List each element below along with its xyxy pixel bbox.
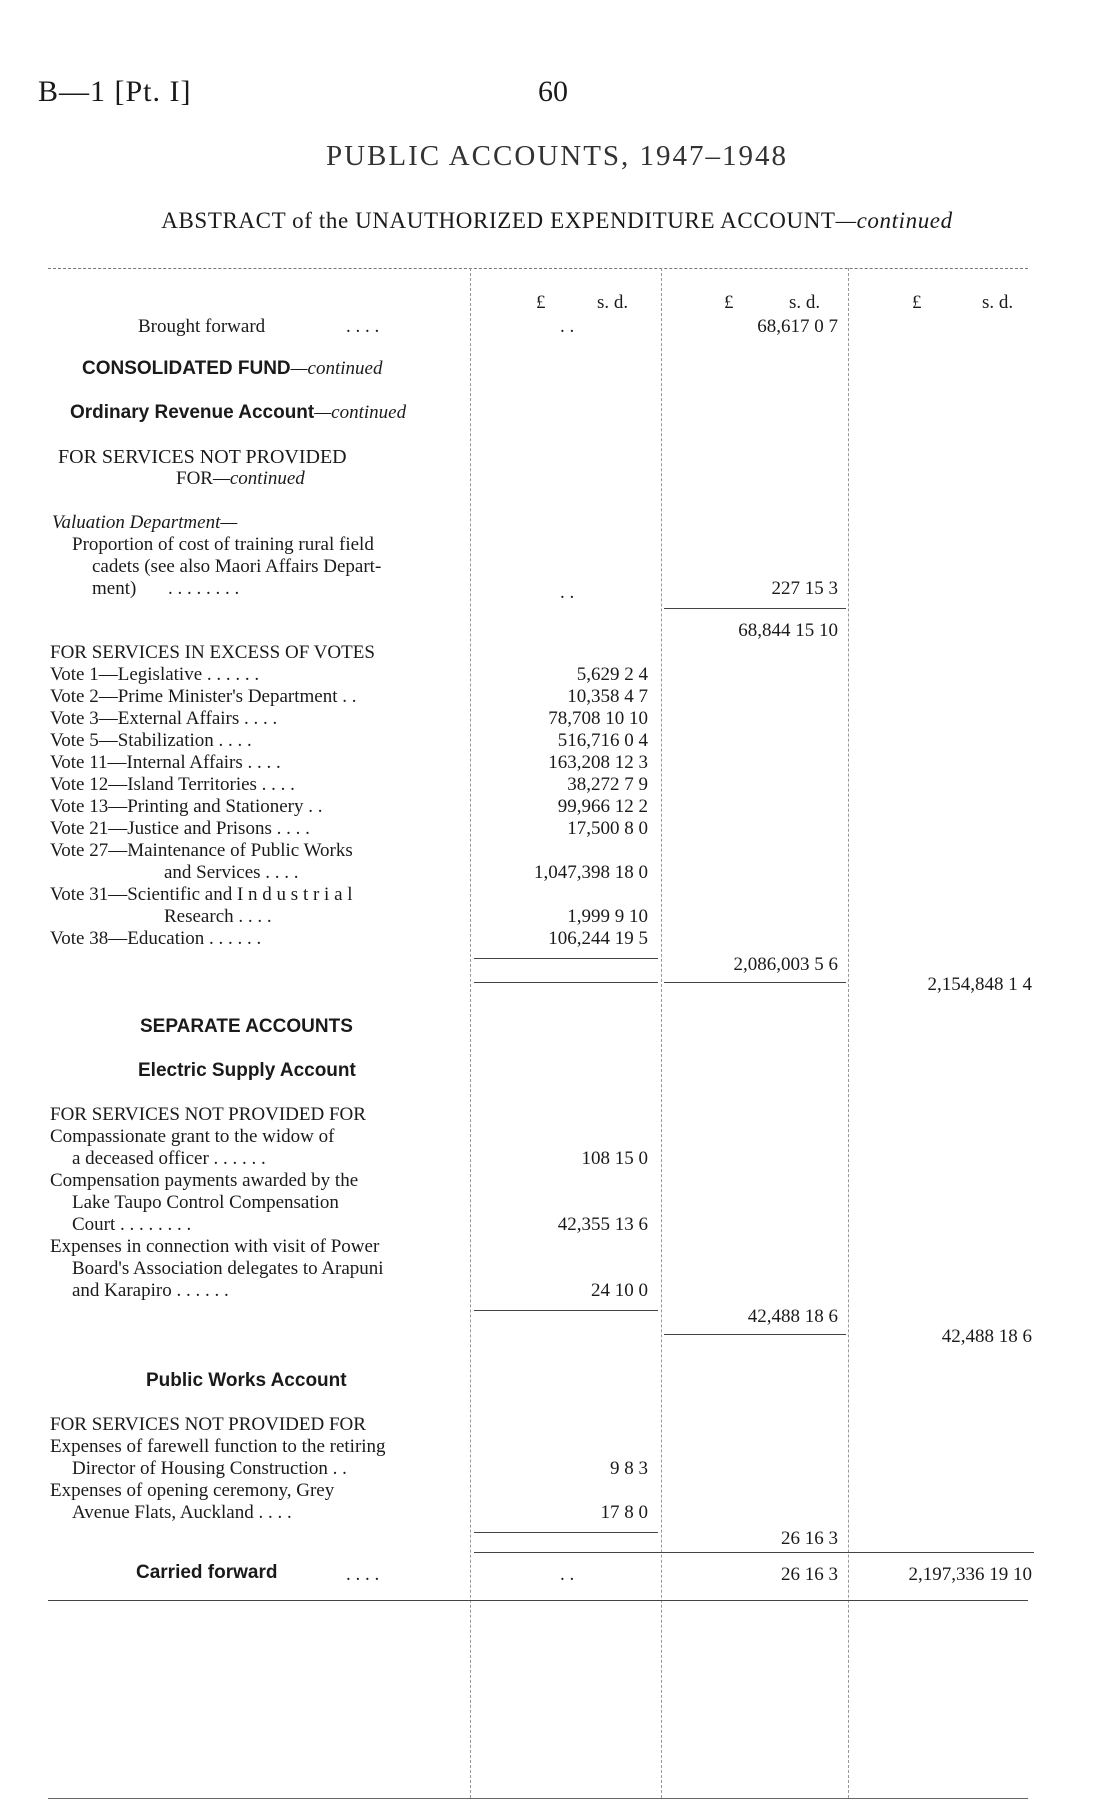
vote-3-amount: 78,708 10 10 (548, 708, 648, 729)
public-works-item2-line2: Avenue Flats, Auckland . . . . (72, 1502, 292, 1523)
col2-pound-heading: £ (724, 292, 734, 313)
vote-5-amount: 516,716 0 4 (557, 730, 648, 751)
subtitle-suffix: —continued (835, 208, 953, 233)
electric-item3-line2: Board's Association delegates to Arapuni (72, 1258, 384, 1279)
valuation-department-heading: Valuation Department— (52, 512, 238, 533)
electric-item1-line1: Compassionate grant to the widow of (50, 1126, 335, 1147)
column-divider-1 (470, 268, 471, 1798)
not-provided-suffix: —continued (212, 468, 305, 489)
vote-5-label: Vote 5—Stabilization . . . . (50, 730, 252, 751)
vote-31-line1: Vote 31—Scientific and I n d u s t r i a l (50, 884, 353, 905)
vote-13-amount: 99,966 12 2 (557, 796, 648, 817)
public-works-not-provided-heading: FOR SERVICES NOT PROVIDED FOR (50, 1414, 366, 1435)
public-works-item2-line1: Expenses of opening ceremony, Grey (50, 1480, 335, 1501)
not-provided-line1: FOR SERVICES NOT PROVIDED (58, 446, 347, 468)
valuation-dots: . . . . . . . . (168, 578, 240, 599)
electric-item2-line2: Lake Taupo Control Compensation (72, 1192, 339, 1213)
valuation-col2: 227 15 3 (771, 578, 838, 599)
subtitle-main: ABSTRACT of the UNAUTHORIZED EXPENDITURE ACCOUNT (161, 208, 836, 233)
electric-col2-rule (664, 1334, 846, 1335)
electric-item2-amount: 42,355 13 6 (557, 1214, 648, 1235)
electric-col1-rule (474, 1310, 658, 1311)
valuation-col1: . . (560, 582, 575, 603)
brought-forward-label: Brought forward (138, 316, 266, 337)
vote-2-label: Vote 2—Prime Minister's Department . . (50, 686, 357, 707)
electric-not-provided-heading: FOR SERVICES NOT PROVIDED FOR (50, 1104, 366, 1125)
carried-forward-dots: . . . . (346, 1564, 380, 1585)
valuation-line3: ment) (92, 578, 137, 599)
excess-col1-rule (474, 958, 658, 959)
consolidated-fund-title: CONSOLIDATED FUND (82, 358, 291, 379)
electric-supply-heading: Electric Supply Account (138, 1060, 356, 1081)
public-works-item2-amount: 17 8 0 (600, 1502, 648, 1523)
brought-forward-dots: . . . . (346, 316, 380, 337)
col2-sd-heading: s. d. (789, 292, 821, 313)
excess-col2-rule (664, 982, 846, 983)
vote-38-amount: 106,244 19 5 (548, 928, 648, 949)
col3-sd-heading: s. d. (982, 292, 1014, 313)
consolidated-fund-suffix: —continued (290, 358, 383, 379)
vote-12-amount: 38,272 7 9 (567, 774, 648, 795)
public-works-col1-rule (474, 1532, 658, 1533)
public-works-item1-line2: Director of Housing Construction . . (72, 1458, 347, 1479)
vote-1-label: Vote 1—Legislative . . . . . . (50, 664, 260, 685)
electric-item2-line1: Compensation payments awarded by the (50, 1170, 359, 1191)
vote-27-line1: Vote 27—Maintenance of Public Works (50, 840, 353, 861)
carried-forward-rule (474, 1552, 1034, 1553)
subtotal-rule-1 (664, 608, 846, 609)
vote-13-label: Vote 13—Printing and Stationery . . (50, 796, 323, 817)
electric-item3-amount: 24 10 0 (591, 1280, 648, 1301)
excess-left-rule (474, 982, 658, 983)
vote-11-label: Vote 11—Internal Affairs . . . . (50, 752, 281, 773)
column-divider-2 (661, 268, 662, 1798)
page-subtitle (0, 208, 1114, 234)
not-provided-for: FOR (176, 468, 213, 489)
public-works-subtotal: 26 16 3 (781, 1528, 838, 1549)
vote-27-line2: and Services . . . . (164, 862, 299, 883)
public-works-item1-amount: 9 8 3 (610, 1458, 648, 1479)
vote-2-amount: 10,358 4 7 (567, 686, 648, 707)
ordinary-revenue-title: Ordinary Revenue Account (70, 402, 315, 423)
vote-38-label: Vote 38—Education . . . . . . (50, 928, 262, 949)
excess-votes-heading: FOR SERVICES IN EXCESS OF VOTES (50, 642, 375, 663)
carried-forward-col2: 26 16 3 (781, 1564, 838, 1585)
not-provided-line2 (176, 468, 305, 490)
carried-forward-label: Carried forward (136, 1562, 278, 1583)
subtotal-1: 68,844 15 10 (738, 620, 838, 641)
public-works-heading: Public Works Account (146, 1370, 347, 1391)
document-reference: B—1 [Pt. I] (38, 75, 192, 108)
page-title: PUBLIC ACCOUNTS, 1947–1948 (325, 140, 789, 172)
valuation-line2: cadets (see also Maori Affairs Depart- (92, 556, 382, 577)
vote-31-line2: Research . . . . (164, 906, 272, 927)
carried-forward-col3: 2,197,336 19 10 (908, 1564, 1032, 1585)
col1-sd-heading: s. d. (597, 292, 629, 313)
electric-item3-line1: Expenses in connection with visit of Power (50, 1236, 380, 1257)
consolidated-fund-heading (82, 358, 382, 380)
valuation-line1: Proportion of cost of training rural field (72, 534, 374, 555)
electric-item1-amount: 108 15 0 (581, 1148, 648, 1169)
electric-item2-line3: Court . . . . . . . . (72, 1214, 192, 1235)
carried-forward-bottom-rule (48, 1600, 1028, 1601)
table-top-rule (48, 268, 1028, 269)
vote-21-amount: 17,500 8 0 (567, 818, 648, 839)
vote-11-amount: 163,208 12 3 (548, 752, 648, 773)
vote-3-label: Vote 3—External Affairs . . . . (50, 708, 278, 729)
vote-27-amount: 1,047,398 18 0 (534, 862, 648, 883)
vote-31-amount: 1,999 9 10 (567, 906, 648, 927)
page-number: 60 (538, 75, 568, 108)
electric-total: 42,488 18 6 (941, 1326, 1032, 1347)
brought-forward-col2: 68,617 0 7 (757, 316, 838, 337)
col3-pound-heading: £ (912, 292, 922, 313)
electric-item1-line2: a deceased officer . . . . . . (72, 1148, 266, 1169)
vote-1-amount: 5,629 2 4 (576, 664, 648, 685)
column-divider-3 (848, 268, 849, 1798)
ordinary-revenue-suffix: —continued (314, 402, 407, 423)
vote-21-label: Vote 21—Justice and Prisons . . . . (50, 818, 310, 839)
brought-forward-col1: . . (560, 316, 575, 337)
electric-item3-line3: and Karapiro . . . . . . (72, 1280, 229, 1301)
public-works-item1-line1: Expenses of farewell function to the retiring (50, 1436, 386, 1457)
col1-pound-heading: £ (536, 292, 546, 313)
separate-accounts-heading: SEPARATE ACCOUNTS (140, 1016, 353, 1037)
excess-total: 2,154,848 1 4 (927, 974, 1032, 995)
ordinary-revenue-heading (70, 402, 406, 424)
vote-12-label: Vote 12—Island Territories . . . . (50, 774, 295, 795)
carried-forward-col1: . . (560, 1564, 575, 1585)
electric-subtotal: 42,488 18 6 (747, 1306, 838, 1327)
excess-subtotal: 2,086,003 5 6 (733, 954, 838, 975)
